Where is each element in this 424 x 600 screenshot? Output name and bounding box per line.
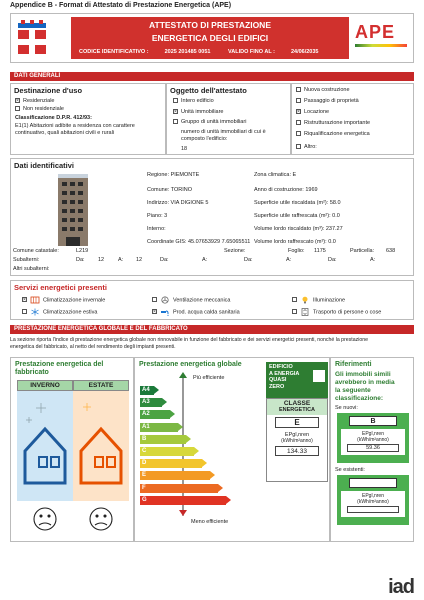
motivo-item-passaggio[interactable]: Passaggio di proprietà <box>296 98 359 104</box>
id-interno: Interno: <box>147 226 166 232</box>
performance-text-2: energetica del fabbricato, al netto del rendimento degli impianti presenti. <box>10 344 176 350</box>
sub-a-2: A: <box>202 257 208 263</box>
nzeb-line-3: QUASI <box>269 377 287 383</box>
checkbox-icon <box>296 98 301 103</box>
esistenti-ep-value <box>347 506 399 513</box>
esistenti-class-value <box>349 478 397 488</box>
checkbox-icon <box>296 131 301 136</box>
section-dati-generali: DATI GENERALI <box>10 72 414 81</box>
catasto-comune-value: L219 <box>76 248 89 254</box>
faucet-icon <box>160 308 170 316</box>
sub-da-4: Da: <box>328 257 337 263</box>
sub-to-value: 12 <box>136 257 143 263</box>
riferimenti-box <box>330 357 414 542</box>
motivo-box <box>291 83 414 155</box>
estate-header: ESTATE <box>73 380 129 391</box>
dest-item-non-residenziale[interactable]: Non residenziale <box>15 106 64 112</box>
destinazione-title: Destinazione d'uso <box>14 86 83 95</box>
id-anno: Anno di costruzione: 1969 <box>254 187 318 193</box>
riferimenti-subtitle-2: avrebbero in media <box>335 379 395 386</box>
servizio-ventilazione[interactable]: Ventilazione meccanica <box>152 296 230 304</box>
motivo-item-altro[interactable]: Altro: <box>296 144 317 150</box>
valid-value: 24/06/2035 <box>290 49 319 55</box>
ep-unit: (kWh/m²anno) <box>281 438 313 444</box>
nzeb-box <box>266 362 328 400</box>
nuovi-card <box>337 413 409 463</box>
watermark-logo: iad <box>388 576 414 598</box>
riferimenti-subtitle-4: classificazione: <box>335 395 384 402</box>
id-vol-risc: Volume lordo riscaldato (m³): 237.27 <box>254 226 343 232</box>
ape-logo-bar <box>355 44 407 47</box>
energy-class-a3: A3 <box>140 398 162 407</box>
classification-text-1: E1(1) Abitazioni adibite a residenza con carattere <box>15 123 135 129</box>
checkbox-icon <box>296 120 301 125</box>
inverno-header: INVERNO <box>17 380 73 391</box>
nzeb-line-1: EDIFICIO <box>269 364 293 370</box>
catasto-foglio-value: 1175 <box>314 248 326 254</box>
energy-class-a2: A2 <box>140 410 170 419</box>
classe-value: E <box>275 417 319 428</box>
energy-class-d: D <box>140 459 202 468</box>
classe-header: CLASSE ENERGETICA <box>267 399 327 415</box>
catasto-comune-label: Comune catastale: <box>13 248 59 254</box>
servizio-clima-estiva[interactable]: Climatizzazione estiva <box>22 308 97 316</box>
nuovi-ep-value: 59.36 <box>347 444 399 452</box>
motivo-item-ristrutturazione[interactable]: Ristrutturazione importante <box>296 120 370 126</box>
units-label-2: composto l'edificio: <box>181 136 228 142</box>
checkbox-checked-icon: × <box>16 97 19 104</box>
ape-logo <box>355 22 407 54</box>
code-value: 2025 201485 0051 <box>164 49 211 55</box>
id-piano: Piano: 3 <box>147 213 168 219</box>
motivo-item-nuova[interactable]: Nuova costruzione <box>296 87 350 93</box>
nuovi-label: Se nuovi: <box>335 405 358 411</box>
building-photo <box>58 174 88 246</box>
catasto-subalterni-label: Subalterni: <box>13 257 40 263</box>
meno-efficiente-label: Meno efficiente <box>191 519 229 525</box>
header-codes <box>79 49 334 55</box>
fabbricato-title-1: Prestazione energetica del <box>15 361 104 368</box>
checkbox-icon <box>173 98 178 103</box>
motivo-item-locazione[interactable]: × Locazione <box>297 108 330 115</box>
elevator-icon <box>300 308 310 316</box>
sub-da-3: Da: <box>244 257 253 263</box>
checkbox-checked-icon: × <box>153 309 156 315</box>
piu-efficiente-label: Più efficiente <box>193 375 225 381</box>
riferimenti-subtitle-3: la seguente <box>335 387 371 394</box>
valid-label: VALIDO FINO AL : <box>228 49 275 55</box>
nuovi-class-value: B <box>349 416 397 426</box>
certificate-header <box>10 13 414 63</box>
header-title-2: ENERGETICA DEGLI EDIFICI <box>151 33 269 43</box>
section-prestazione: PRESTAZIONE ENERGETICA GLOBALE E DEL FABBRICATO <box>10 325 414 334</box>
energy-class-f: F <box>140 484 218 493</box>
lamp-icon <box>300 296 310 304</box>
summer-face-icon <box>90 508 112 530</box>
id-sup-raff: Superficie utile raffrescata (m²): 0.0 <box>254 213 340 219</box>
checkbox-icon <box>292 309 297 314</box>
id-vol-raff: Volume lordo raffrescato (m³): 0.0 <box>254 239 336 245</box>
classification-label: Classificazione D.P.R. 412/93: <box>15 115 92 121</box>
servizio-acqua-calda[interactable]: × Prod. acqua calda sanitaria <box>153 309 240 316</box>
dest-item-residenziale[interactable]: × Residenziale <box>16 97 55 104</box>
checkbox-icon <box>15 106 20 111</box>
energy-class-c: C <box>140 447 194 456</box>
nzeb-line-2: A ENERGIA <box>269 370 300 377</box>
identificativi-title: Dati identificativi <box>14 161 75 170</box>
sub-a-1: A: <box>118 257 124 263</box>
units-value: 18 <box>181 146 188 152</box>
servizio-illuminazione[interactable]: Illuminazione <box>292 296 345 304</box>
checkbox-checked-icon: × <box>297 108 300 115</box>
fabbricato-box <box>10 357 134 542</box>
classification-text-2: continuativo, quali abitazioni civili e rurali <box>15 130 115 136</box>
units-label-1: numero di unità immobiliari di cui è <box>181 129 266 135</box>
ep-label: EPgl,nren <box>284 432 310 438</box>
header-title-band <box>71 17 349 59</box>
oggetto-title: Oggetto dell'attestato <box>170 86 247 95</box>
header-title-1: ATTESTATO DI PRESTAZIONE <box>149 20 271 30</box>
id-coordinate: Coordinate GIS: 45.07653929 7.65065511 <box>147 239 251 245</box>
sub-from-value: 12 <box>98 257 105 263</box>
checkbox-icon <box>173 119 178 124</box>
catasto-foglio-label: Foglio: <box>288 248 305 254</box>
fabbricato-title-2: fabbricato <box>15 369 49 376</box>
catasto-altri-label: Altri subalterni: <box>13 266 50 272</box>
ep-value: 134.33 <box>275 446 319 456</box>
checkbox-icon <box>22 309 27 314</box>
oggetto-box <box>166 83 291 155</box>
sub-da-2: Da: <box>160 257 169 263</box>
destinazione-box <box>10 83 166 155</box>
riferimenti-title: Riferimenti <box>335 361 372 368</box>
id-zona: Zona climatica: E <box>254 172 297 178</box>
globale-title: Prestazione energetica globale <box>139 361 242 368</box>
catasto-particella-label: Particella: <box>350 248 375 254</box>
riferimenti-subtitle-1: Gli immobili simili <box>335 371 391 378</box>
catasto-particella-value: 638 <box>386 248 396 254</box>
sub-a-4: A: <box>370 257 376 263</box>
piemonte-emblem-icon <box>15 18 49 58</box>
document-heading: Appendice B - Format di Attestato di Prestazione Energetica (APE) <box>10 2 232 9</box>
nuovi-ep-block: EPgl,nren (kWh/m²anno) 59.36 <box>341 429 405 455</box>
ape-logo-text: APE <box>355 22 396 42</box>
snowflake-icon <box>30 308 40 316</box>
id-comune: Comune: TORINO <box>147 187 193 193</box>
energy-class-b: B <box>140 435 186 444</box>
servizio-clima-invernale[interactable]: × Climatizzazione invernale <box>23 297 106 304</box>
sub-a-3: A: <box>286 257 292 263</box>
esistenti-ep-block: EPgl,nren (kWh/m²anno) <box>341 491 405 517</box>
id-regione: Regione: PIEMONTE <box>147 172 200 178</box>
esistenti-label: Se esistenti: <box>335 467 365 473</box>
motivo-item-riqualificazione[interactable]: Riqualificazione energetica <box>296 131 370 137</box>
fan-icon <box>160 296 170 304</box>
fabbricato-house-icons <box>17 391 129 537</box>
id-sup-risc: Superficie utile riscaldata (m²): 58.0 <box>254 200 341 206</box>
checkbox-checked-icon: × <box>23 297 26 303</box>
checkbox-icon <box>296 87 301 92</box>
nzeb-checkbox <box>313 370 325 382</box>
esistenti-card <box>337 475 409 525</box>
oggetto-item-unita[interactable]: × Unità immobiliare <box>174 108 224 115</box>
radiator-icon <box>30 296 40 304</box>
energy-class-g: G <box>140 496 226 505</box>
energy-class-a4: A4 <box>140 386 154 395</box>
winter-face-icon <box>34 508 56 530</box>
checkbox-icon <box>296 144 301 149</box>
id-indirizzo: Indirizzo: VIA DIGIONE 5 <box>147 200 209 206</box>
classe-box <box>266 398 328 482</box>
energy-class-a1: A1 <box>140 423 178 432</box>
nzeb-line-4: ZERO <box>269 383 285 390</box>
checkbox-icon <box>152 297 157 302</box>
servizio-trasporto[interactable]: Trasporto di persone o cose <box>292 308 381 316</box>
checkbox-checked-icon: × <box>174 108 177 115</box>
oggetto-item-intero[interactable]: Intero edificio <box>173 98 214 104</box>
checkbox-icon <box>292 297 297 302</box>
catasto-sezione-label: Sezione: <box>224 248 246 254</box>
performance-text-1: La sezione riporta l'indice di prestazione energetica globale non rinnovabile in funzione del fabbricato e dei servizi energetici presenti, nonché la prestazione <box>10 337 368 343</box>
code-label: CODICE IDENTIFICATIVO : <box>79 49 149 55</box>
energy-class-e: E <box>140 471 210 480</box>
servizi-title: Servizi energetici presenti <box>14 283 107 292</box>
sub-da-1: Da: <box>76 257 85 263</box>
oggetto-item-gruppo[interactable]: Gruppo di unità immobiliari <box>173 119 246 125</box>
